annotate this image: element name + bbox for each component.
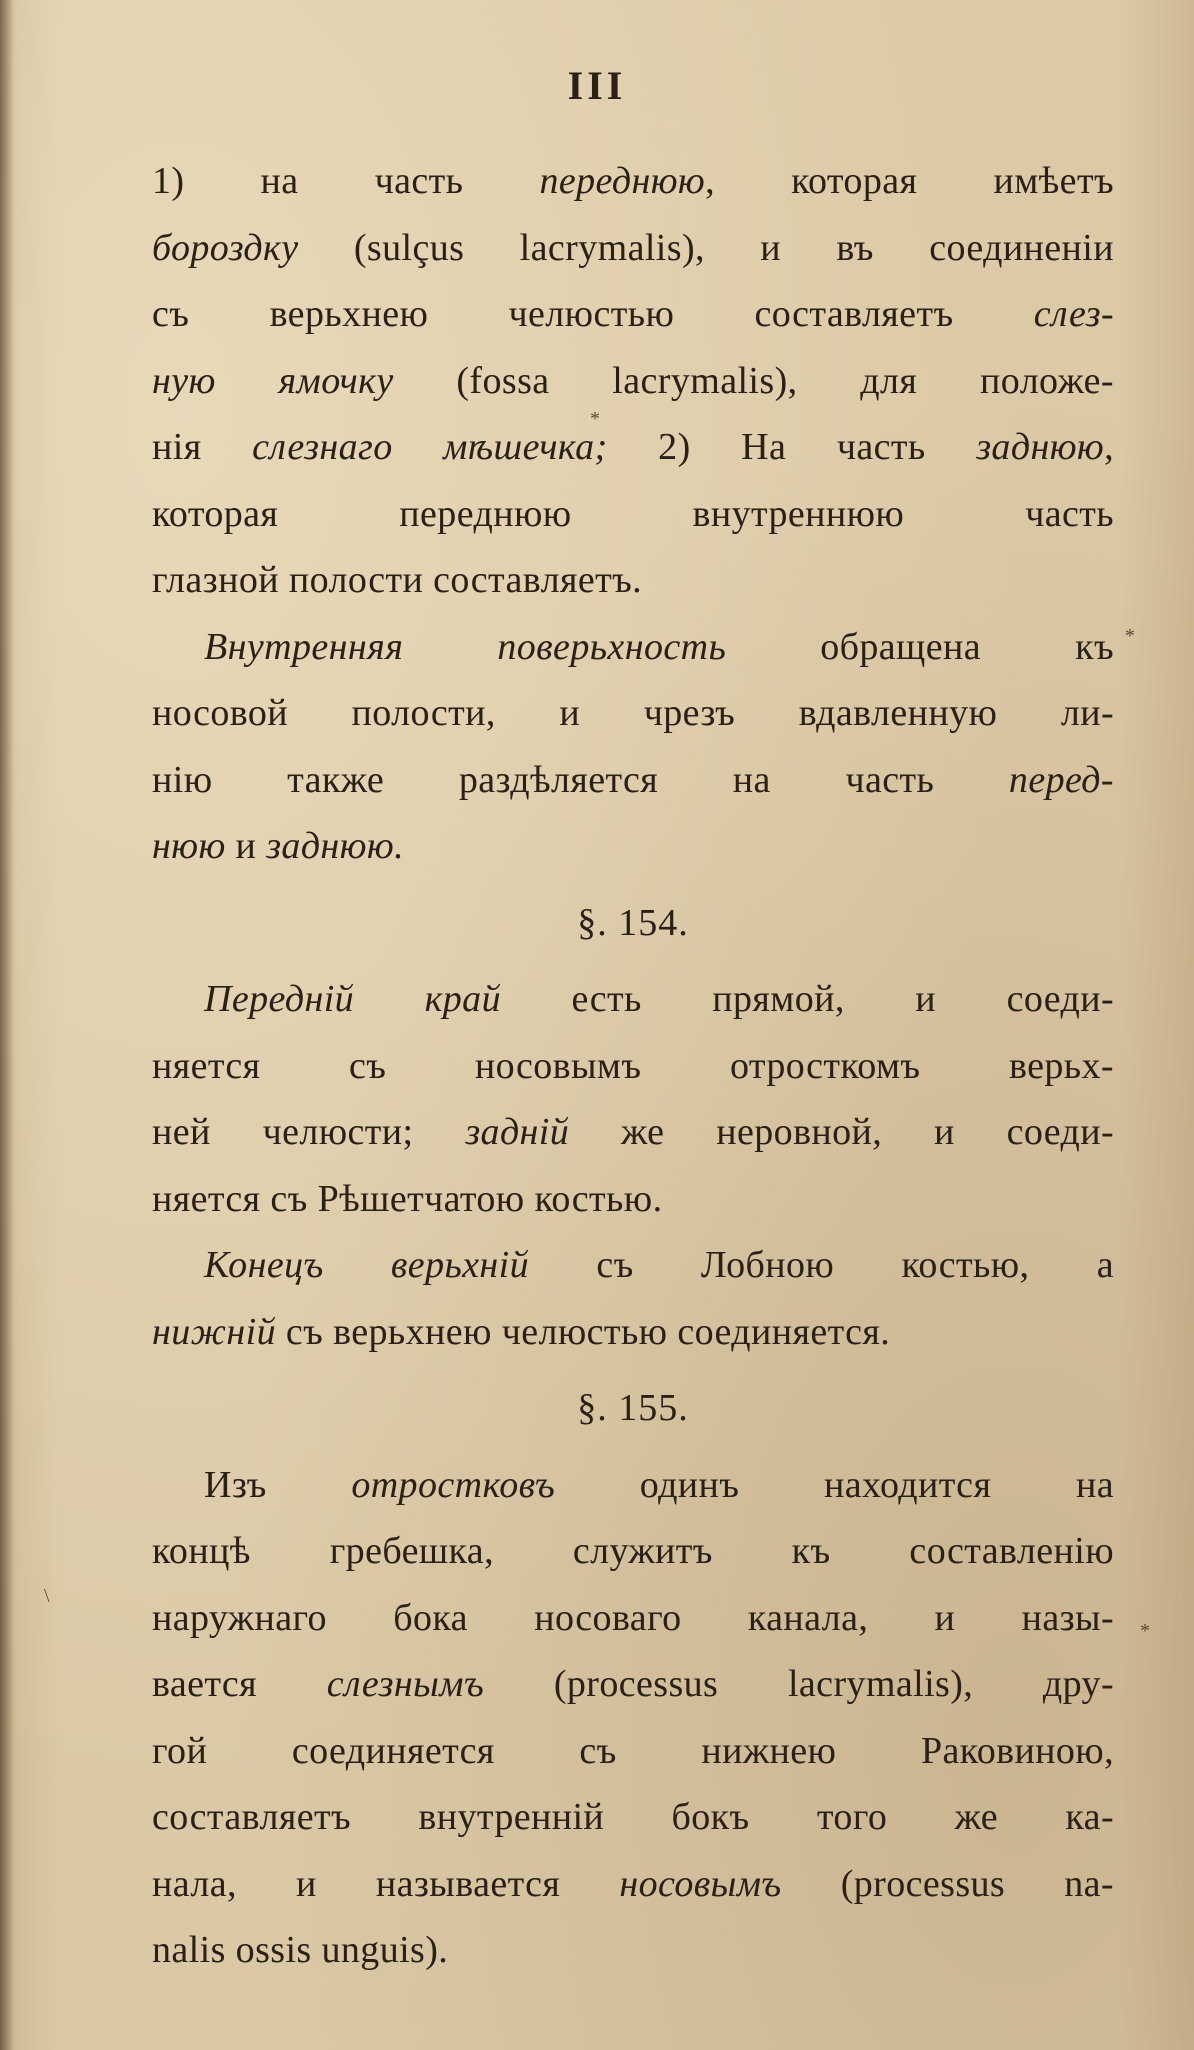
- text-line: [152, 281, 1114, 348]
- text-run: няется съ Рѣшетчатою костью.: [152, 1177, 663, 1220]
- section-spacer: [152, 1365, 1114, 1375]
- print-speck: *: [590, 408, 600, 430]
- text-run: же неровной, и соеди-: [569, 1111, 1115, 1153]
- text-line: [152, 1651, 1114, 1718]
- italic-term: бороздку: [152, 226, 299, 269]
- text-line: [152, 1099, 1114, 1166]
- text-run: и: [225, 825, 267, 867]
- text-run: , которая имѣетъ: [705, 160, 1114, 202]
- italic-term: Внутренняя поверьхность: [204, 625, 727, 668]
- text-run: нію также раздѣляется на часть: [152, 758, 1009, 801]
- print-speck: \: [44, 1585, 50, 1607]
- text-run: одинъ находится на: [555, 1463, 1114, 1506]
- text-line: [152, 1585, 1114, 1652]
- text-run: которая переднюю внутреннюю часть: [152, 492, 1114, 535]
- text-line: [152, 348, 1114, 415]
- section-spacer: [152, 1442, 1114, 1452]
- italic-term: слезнаго мѣшечка;: [252, 426, 608, 468]
- section-spacer: [152, 956, 1114, 966]
- page-binding-edge: [0, 0, 14, 2050]
- text-run: ,: [1104, 426, 1114, 468]
- text-run: концѣ гребешка, служитъ къ составленію: [152, 1530, 1114, 1572]
- text-run: §. 154.: [577, 901, 689, 944]
- text-run: есть прямой, и соеди-: [500, 978, 1115, 1020]
- text-run: носовой полости, и чрезъ вдавленную ли-: [152, 692, 1114, 734]
- text-line: [152, 481, 1114, 548]
- section-heading: [152, 890, 1114, 957]
- italic-term: Передній край: [204, 978, 501, 1020]
- text-run: 1) на часть: [152, 160, 540, 202]
- italic-term: отростковъ: [351, 1463, 556, 1506]
- italic-term: заднюю.: [266, 825, 404, 867]
- text-line: [152, 747, 1114, 814]
- italic-term: носовымъ: [619, 1862, 782, 1905]
- print-speck: *: [1140, 1620, 1150, 1642]
- text-run: съ Лобною костью, а: [529, 1244, 1114, 1286]
- text-line: [152, 215, 1114, 282]
- section-heading: [152, 1375, 1114, 1442]
- italic-term: задній: [465, 1111, 570, 1153]
- text-line: [152, 1033, 1114, 1100]
- text-line: [152, 1851, 1114, 1918]
- page-number: III: [567, 63, 627, 108]
- text-run: ней челюсти;: [152, 1111, 466, 1153]
- text-run: гой соединяется съ нижнею Раковиною,: [152, 1729, 1114, 1772]
- text-run: вается: [152, 1663, 327, 1705]
- text-line: [152, 547, 1114, 614]
- text-run: няется съ носовымъ отросткомъ верьх-: [152, 1044, 1114, 1087]
- italic-term: нюю: [152, 825, 226, 867]
- italic-term: слез-: [1033, 293, 1114, 335]
- text-run: нала, и называется: [152, 1862, 620, 1905]
- italic-term: ную ямочку: [152, 359, 394, 402]
- text-line: [152, 966, 1114, 1033]
- text-line: [152, 813, 1114, 880]
- text-run: наружнаго бока носоваго канала, и назы-: [152, 1596, 1114, 1639]
- text-run: глазной полости составляетъ.: [152, 559, 643, 601]
- print-speck: *: [1125, 625, 1135, 647]
- text-run: (sulçus lacrymalis), и въ соединеніи: [298, 226, 1114, 269]
- italic-term: заднюю: [976, 426, 1105, 468]
- text-run: нія: [152, 426, 253, 468]
- text-run: съ верьхнею челюстью составляетъ: [152, 293, 1034, 335]
- text-run: съ верьхнею челюстью соединяется.: [276, 1310, 891, 1353]
- text-run: 2) На часть: [607, 426, 977, 468]
- text-line: [152, 1784, 1114, 1851]
- text-run: (fossa lacrymalis), для положе-: [393, 359, 1114, 402]
- text-run: nalis ossis unguis).: [152, 1929, 449, 1971]
- text-line: [152, 1232, 1114, 1299]
- italic-term: нижній: [152, 1310, 277, 1353]
- text-line: [152, 1452, 1114, 1519]
- text-line: [152, 1518, 1114, 1585]
- text-run: (processus lacrymalis), дру-: [484, 1663, 1115, 1705]
- text-line: [152, 1917, 1114, 1984]
- body-text: [152, 148, 1114, 1984]
- text-line: [152, 1299, 1114, 1366]
- text-run: обращена къ: [726, 625, 1114, 668]
- italic-term: Конецъ верьхній: [204, 1244, 530, 1286]
- italic-term: переднюю: [539, 160, 706, 202]
- italic-term: перед-: [1008, 758, 1114, 801]
- text-run: §. 155.: [577, 1387, 689, 1429]
- text-line: [152, 614, 1114, 681]
- text-line: [152, 1166, 1114, 1233]
- text-run: Изъ: [204, 1463, 352, 1506]
- text-line: [152, 680, 1114, 747]
- section-spacer: [152, 880, 1114, 890]
- text-line: [152, 1718, 1114, 1785]
- text-line: [152, 414, 1114, 481]
- text-line: [152, 148, 1114, 215]
- italic-term: слезнымъ: [326, 1663, 485, 1705]
- text-run: (processus na-: [781, 1862, 1114, 1905]
- text-run: составляетъ внутренній бокъ того же ка-: [152, 1796, 1114, 1838]
